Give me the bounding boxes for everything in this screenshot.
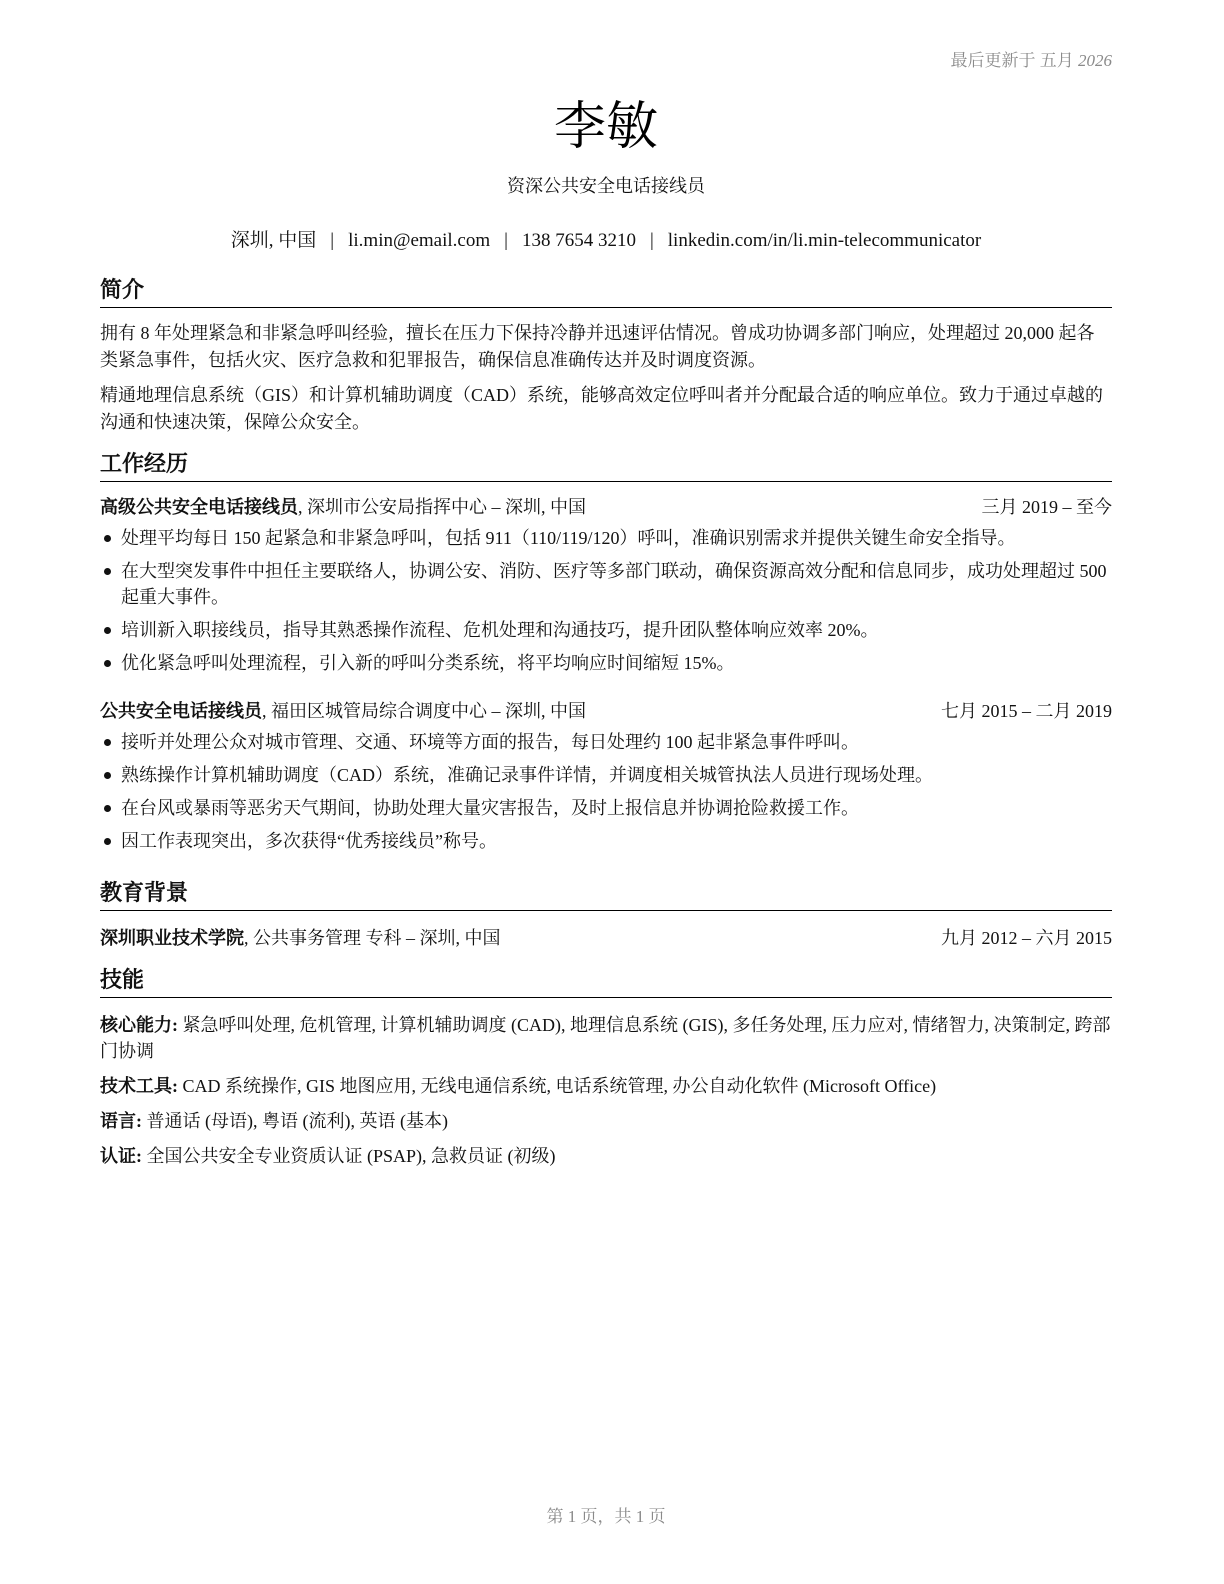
contact-phone: 138 7654 3210 xyxy=(521,230,636,251)
skill-value: 全国公共安全专业资质认证 (PSAP), 急救员证 (初级) xyxy=(142,1146,556,1166)
summary-section xyxy=(100,277,1112,436)
education-school: 深圳职业技术学院 xyxy=(100,928,244,948)
job-bullet: 优化紧急呼叫处理流程，引入新的呼叫分类系统，将平均响应时间缩短 15%。 xyxy=(100,650,1112,676)
skills-heading: 技能 xyxy=(100,967,1112,998)
contact-location: 深圳, 中国 xyxy=(230,230,317,251)
job-bullet: 在台风或暴雨等恶劣天气期间，协助处理大量灾害报告，及时上报信息并协调抢险救援工作。 xyxy=(100,795,1112,821)
contact-line xyxy=(100,225,1112,252)
skill-label: 核心能力: xyxy=(100,1015,178,1035)
job-bullet: 在大型突发事件中担任主要联络人，协调公安、消防、医疗等多部门联动，确保资源高效分配和信息同步，成功处理超过 500 起重大事件。 xyxy=(100,558,1112,610)
job-dates: 三月 2019 – 至今 xyxy=(981,497,1112,517)
job-role: 高级公共安全电话接线员 xyxy=(100,497,298,517)
last-updated-year: 2026 xyxy=(1078,51,1112,70)
contact-linkedin[interactable]: linkedin.com/in/li.min-telecommunicator xyxy=(667,230,982,251)
skill-value: CAD 系统操作, GIS 地图应用, 无线电通信系统, 电话系统管理, 办公自动化软件 (Microsoft Office) xyxy=(178,1076,937,1096)
job-header xyxy=(100,494,1112,520)
skill-label: 技术工具: xyxy=(100,1076,178,1096)
job-role: 公共安全电话接线员 xyxy=(100,701,262,721)
skill-label: 认证: xyxy=(100,1146,142,1166)
education-section xyxy=(100,880,1112,951)
skills-list xyxy=(100,1012,1112,1169)
contact-separator: | xyxy=(330,230,335,251)
job-bullet: 因工作表现突出，多次获得“优秀接线员”称号。 xyxy=(100,828,1112,854)
job-bullet: 处理平均每日 150 起紧急和非紧急呼叫，包括 911（110/119/120）呼叫，准确识别需求并提供关键生命安全指导。 xyxy=(100,525,1112,551)
summary-paragraph: 精通地理信息系统（GIS）和计算机辅助调度（CAD）系统，能够高效定位呼叫者并分配最合适的响应单位。致力于通过卓越的沟通和快速决策，保障公众安全。 xyxy=(100,385,1104,432)
summary-paragraph: 拥有 8 年处理紧急和非紧急呼叫经验，擅长在压力下保持冷静并迅速评估情况。曾成功协调多部门响应，处理超过 20,000 起各类紧急事件，包括火灾、医疗急救和犯罪报告，确保信息准确传达并及时调度资源。 xyxy=(100,323,1095,370)
job-entry xyxy=(100,698,1112,854)
job-org: , 深圳市公安局指挥中心 – 深圳, 中国 xyxy=(298,497,586,517)
education-heading: 教育背景 xyxy=(100,880,1112,911)
job-bullets xyxy=(100,729,1112,854)
job-entry xyxy=(100,494,1112,676)
skill-label: 语言: xyxy=(100,1111,142,1131)
summary-heading: 简介 xyxy=(100,277,1112,308)
job-bullets xyxy=(100,525,1112,676)
job-bullet: 培训新入职接线员，指导其熟悉操作流程、危机处理和沟通技巧，提升团队整体响应效率 20%。 xyxy=(100,617,1112,643)
resume-page xyxy=(100,0,1112,1584)
skills-section xyxy=(100,967,1112,1178)
skill-row xyxy=(100,1108,1112,1134)
skill-row xyxy=(100,1143,1112,1169)
job-bullet: 熟练操作计算机辅助调度（CAD）系统，准确记录事件详情，并调度相关城管执法人员进行现场处理。 xyxy=(100,762,1112,788)
job-bullet: 接听并处理公众对城市管理、交通、环境等方面的报告，每日处理约 100 起非紧急事件呼叫。 xyxy=(100,729,1112,755)
education-dates: 九月 2012 – 六月 2015 xyxy=(941,928,1112,948)
job-org: , 福田区城管局综合调度中心 – 深圳, 中国 xyxy=(262,701,586,721)
skill-value: 普通话 (母语), 粤语 (流利), 英语 (基本) xyxy=(142,1111,448,1131)
skill-row xyxy=(100,1073,1112,1099)
contact-separator: | xyxy=(649,230,654,251)
skill-row xyxy=(100,1012,1112,1064)
contact-separator: | xyxy=(504,230,508,251)
experience-heading: 工作经历 xyxy=(100,451,1112,482)
education-detail: , 公共事务管理 专科 – 深圳, 中国 xyxy=(244,928,501,948)
education-entry xyxy=(100,925,1112,951)
job-header xyxy=(100,698,1112,724)
last-updated-prefix: 最后更新于 五月 xyxy=(950,51,1074,70)
experience-section xyxy=(100,451,1112,861)
candidate-title: 资深公共安全电话接线员 xyxy=(507,176,705,196)
skill-value: 紧急呼叫处理, 危机管理, 计算机辅助调度 (CAD), 地理信息系统 (GIS), 多任务处理, 压力应对, 情绪智力, 决策制定, 跨部门协调 xyxy=(100,1015,1111,1061)
candidate-name: 李敏 xyxy=(553,97,658,157)
page-number: 第 1 页，共 1 页 xyxy=(546,1507,666,1526)
job-dates: 七月 2015 – 二月 2019 xyxy=(941,701,1112,721)
contact-email[interactable]: li.min@email.com xyxy=(348,230,491,251)
last-updated xyxy=(951,46,1113,71)
